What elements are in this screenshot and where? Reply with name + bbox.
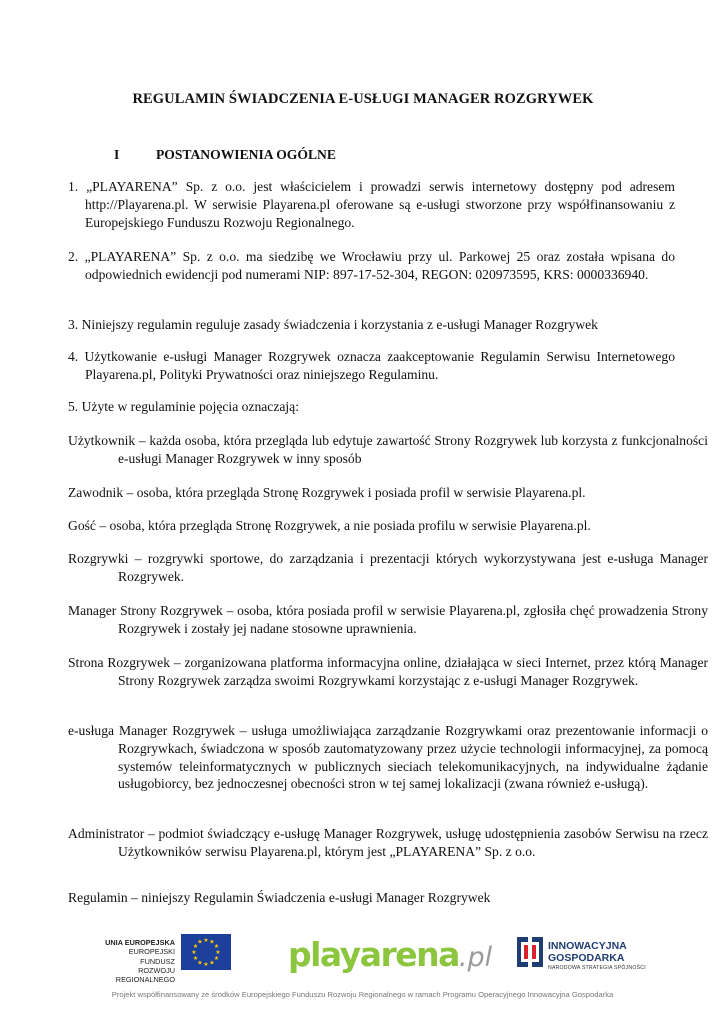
ig-text-line-2: GOSPODARKA (548, 952, 625, 964)
eu-text-line-1: UNIA EUROPEJSKA (105, 938, 175, 947)
svg-text:★: ★ (213, 943, 220, 950)
section-title: POSTANOWIENIA OGÓLNE (156, 147, 336, 162)
svg-text:★: ★ (192, 943, 199, 950)
ig-subtitle: NARODOWA STRATEGIA SPÓJNOŚCI (548, 965, 646, 971)
svg-text:★: ★ (209, 959, 215, 967)
definition-administrator: Administrator – podmiot świadczący e-usługę Manager Rozgrywek, usługę udostępnienia zasobów Serwisu na rzecz Użytkowników serwisu Playarena.pl, którym jest „PLAYARENA” Sp. z o.o. (68, 826, 708, 859)
eu-flag-icon (181, 934, 231, 970)
svg-text:★: ★ (209, 938, 215, 946)
ig-text-line-1: INNOWACYJNA (548, 940, 627, 952)
eu-text-line-2: EUROPEJSKI FUNDUSZ (128, 947, 175, 966)
playarena-logo (288, 935, 492, 974)
logo-suffix-text: .pl (458, 942, 493, 973)
eu-text-line-3: ROZWOJU REGIONALNEGO (115, 965, 175, 985)
paragraph-item-1: 1. „PLAYARENA” Sp. z o.o. jest właścicielem i prowadzi serwis internetowy dostępny pod adresem http://Playarena.pl. W serwisie Playarena.pl oferowane są e-usługi stworzone przy współfinansowaniu z Europejskiego Funduszu Rozwoju Regionalnego. (68, 179, 675, 230)
paragraph-item-2: 2. „PLAYARENA” Sp. z o.o. ma siedzibę we Wrocławiu przy ul. Parkowej 25 oraz została wpisana do odpowiednich ewidencji pod numerami NIP: 897-17-52-304, REGON: 020973595, KRS: 0000336940. (68, 249, 675, 282)
innowacyjna-gospodarka-icon (515, 933, 545, 971)
paragraph-item-3: 3. Niniejszy regulamin reguluje zasady świadczenia i korzystania z e-usługi Manager Rozgrywek (68, 317, 598, 332)
definition-uzytkownik: Użytkownik – każda osoba, która przegląda lub edytuje zawartość Strony Rozgrywek lub korzysta z funkcjonalności e-usługi Manager Rozgrywek w inny sposób (68, 433, 708, 466)
svg-text:★: ★ (213, 955, 220, 962)
svg-text:★: ★ (191, 949, 197, 956)
eu-logo-text (97, 938, 175, 984)
svg-text:★: ★ (192, 955, 199, 962)
paragraph-item-5: 5. Użyte w regulaminie pojęcia oznaczają: (68, 399, 299, 414)
section-number: I (114, 147, 120, 162)
document-title: REGULAMIN ŚWIADCZENIA E-USŁUGI MANAGER ROZGRYWEK (132, 91, 594, 107)
svg-text:★: ★ (197, 959, 203, 967)
svg-text:★: ★ (197, 938, 203, 946)
ig-logo-text (548, 940, 627, 964)
definition-rozgrywki: Rozgrywki – rozgrywki sportowe, do zarządzania i prezentacji których wykorzystywana jest e-usługa Manager Rozgrywek. (68, 551, 708, 584)
svg-text:★: ★ (215, 949, 221, 956)
section-heading (114, 147, 336, 163)
definition-zawodnik: Zawodnik – osoba, która przegląda Stronę Rozgrywek i posiada profil w serwisie Playarena.pl. (68, 485, 586, 500)
paragraph-item-4: 4. Użytkowanie e-usługi Manager Rozgrywek oznacza zaakceptowanie Regulamin Serwisu Internetowego Playarena.pl, Polityki Prywatności oraz niniejszego Regulaminu. (68, 349, 675, 382)
definition-gosc: Gość – osoba, która przegląda Stronę Rozgrywek, a nie posiada profilu w serwisie Playarena.pl. (68, 518, 591, 533)
definition-e-usluga: e-usługa Manager Rozgrywek – usługa umożliwiająca zarządzanie Rozgrywkami oraz prezentowanie informacji o Rozgrywkach, świadczona w sposób zautomatyzowany przez użycie technologii informacyjnej, za pomocą systemów teleinformatycznych w publicznych sieciach telekomunikacyjnych, na indywidualne żądanie usługobiorcy, bez jednoczesnej obecności stron w tej samej lokalizacji (zwana również e-usługą). (68, 723, 708, 792)
definition-manager-strony: Manager Strony Rozgrywek – osoba, która posiada profil w serwisie Playarena.pl, zgłosiła chęć prowadzenia Strony Rozgrywek i zostały jej nadane stosowne uprawnienia. (68, 603, 708, 636)
logo-main-text: playarena (288, 935, 459, 974)
svg-text:★: ★ (203, 961, 209, 968)
svg-text:★: ★ (203, 937, 209, 944)
footer-note: Projekt współfinansowany ze środków Europejskiego Funduszu Rozwoju Regionalnego w ramach Programu Operacyjnego Innowacyjna Gospodarka (111, 990, 614, 999)
definition-strona-rozgrywek: Strona Rozgrywek – zorganizowana platforma informacyjna online, działająca w sieci Internet, przez którą Manager Strony Rozgrywek zarządza swoimi Rozgrywkami korzystając z e-usługi Manager Rozgrywek. (68, 655, 708, 688)
definition-regulamin: Regulamin – niniejszy Regulamin Świadczenia e-usługi Manager Rozgrywek (68, 890, 491, 905)
